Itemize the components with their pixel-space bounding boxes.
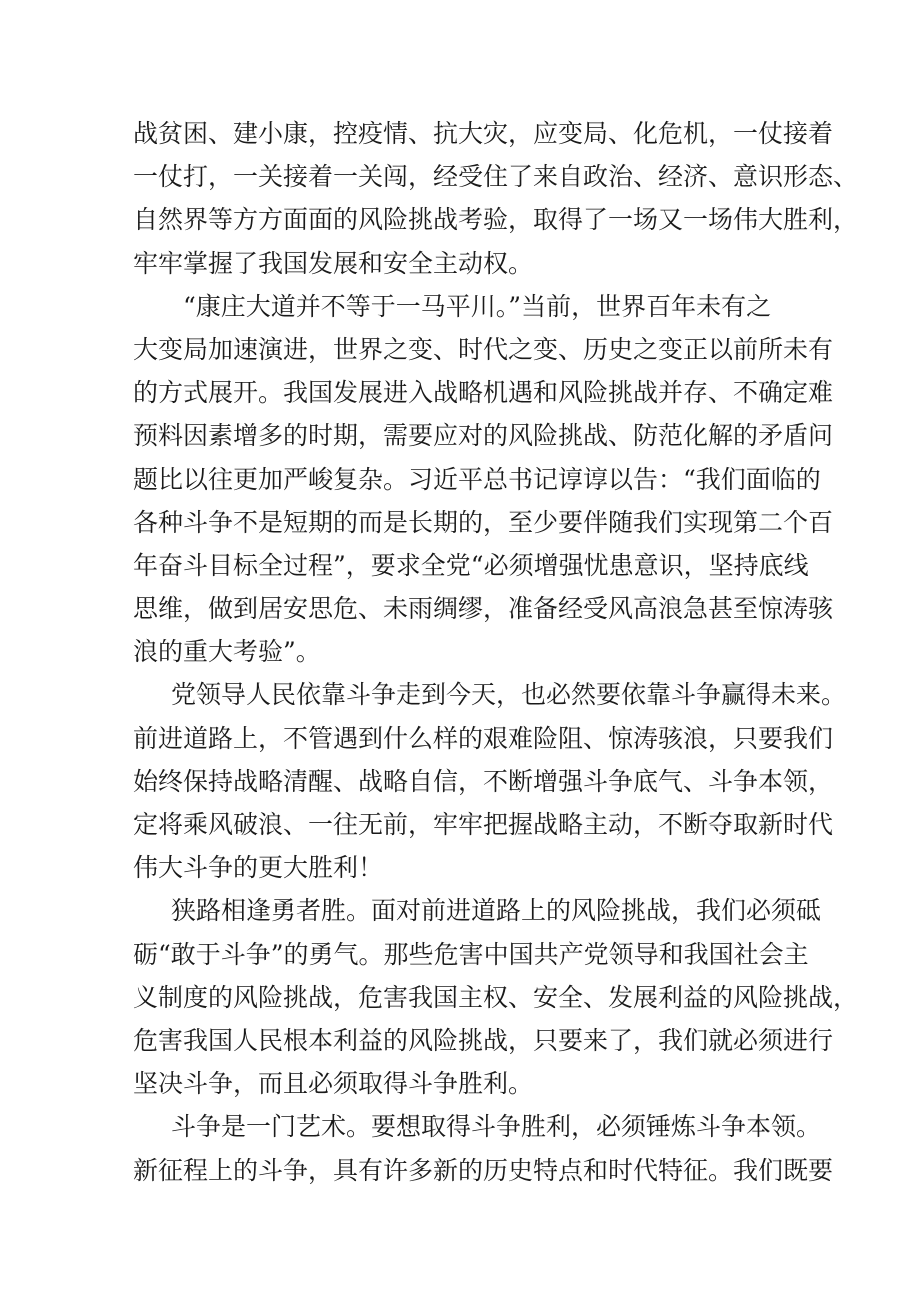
text-line: 各种斗争不是短期的而是长期的，至少要伴随我们实现第二个百 — [133, 507, 834, 537]
text-line: 始终保持战略清醒、战略自信，不断增强斗争底气、斗争本领， — [133, 766, 834, 796]
paragraph-3 — [133, 673, 847, 889]
text-line: 伟大斗争的更大胜利！ — [133, 853, 384, 883]
text-line: 斗争是一门艺术。要想取得斗争胜利，必须锤炼斗争本领。 — [171, 1112, 822, 1142]
text-line: “康庄大道并不等于一马平川。”当前，世界百年未有之 — [183, 291, 772, 321]
text-line: 战贫困、建小康，控疫情、抗大灾，应变局、化危机，一仗接着 — [133, 119, 834, 148]
text-line: 思维，做到居安思危、未雨绸缪，准备经受风高浪急甚至惊涛骇 — [133, 594, 834, 624]
paragraph-4 — [133, 889, 859, 1105]
text-line: 义制度的风险挑战，危害我国主权、安全、发展利益的风险挑战， — [133, 982, 859, 1012]
document-body — [133, 112, 859, 1192]
text-line: 定将乘风破浪、一往无前，牢牢把握战略主动，不断夺取新时代 — [133, 810, 834, 839]
text-line: 预料因素增多的时期，需要应对的风险挑战、防范化解的矛盾问 — [133, 421, 834, 451]
text-line: 危害我国人民根本利益的风险挑战，只要来了，我们就必须进行 — [133, 1025, 834, 1055]
paragraph-2 — [133, 285, 834, 674]
text-line: 坚决斗争，而且必须取得斗争胜利。 — [133, 1069, 534, 1099]
text-line: 自然界等方方面面的风险挑战考验，取得了一场又一场伟大胜利， — [133, 205, 859, 235]
text-line: 狭路相逢勇者胜。面对前进道路上的风险挑战，我们必须砥 — [171, 896, 822, 926]
text-line: 大变局加速演进，世界之变、时代之变、历史之变正以前所未有 — [133, 334, 834, 364]
paragraph-1 — [133, 112, 859, 285]
text-line: 砺“敢于斗争”的勇气。那些危害中国共产党领导和我国社会主 — [133, 939, 809, 969]
text-line: 题比以往更加严峻复杂。习近平总书记谆谆以告：“我们面临的 — [133, 464, 821, 494]
text-line: 年奋斗目标全过程”，要求全党“必须增强忧患意识，坚持底线 — [133, 550, 809, 580]
text-line: 浪的重大考验”。 — [133, 637, 321, 667]
text-line: 新征程上的斗争，具有许多新的历史特点和时代特征。我们既要 — [133, 1155, 834, 1185]
text-line: 党领导人民依靠斗争走到今天，也必然要依靠斗争赢得未来。 — [171, 680, 847, 710]
text-line: 牢牢掌握了我国发展和安全主动权。 — [133, 248, 534, 278]
paragraph-5 — [133, 1105, 834, 1191]
text-line: 一仗打，一关接着一关闯，经受住了来自政治、经济、意识形态、 — [133, 162, 859, 192]
text-line: 前进道路上，不管遇到什么样的艰难险阻、惊涛骇浪，只要我们 — [133, 723, 834, 753]
text-line: 的方式展开。我国发展进入战略机遇和风险挑战并存、不确定难 — [133, 378, 834, 408]
